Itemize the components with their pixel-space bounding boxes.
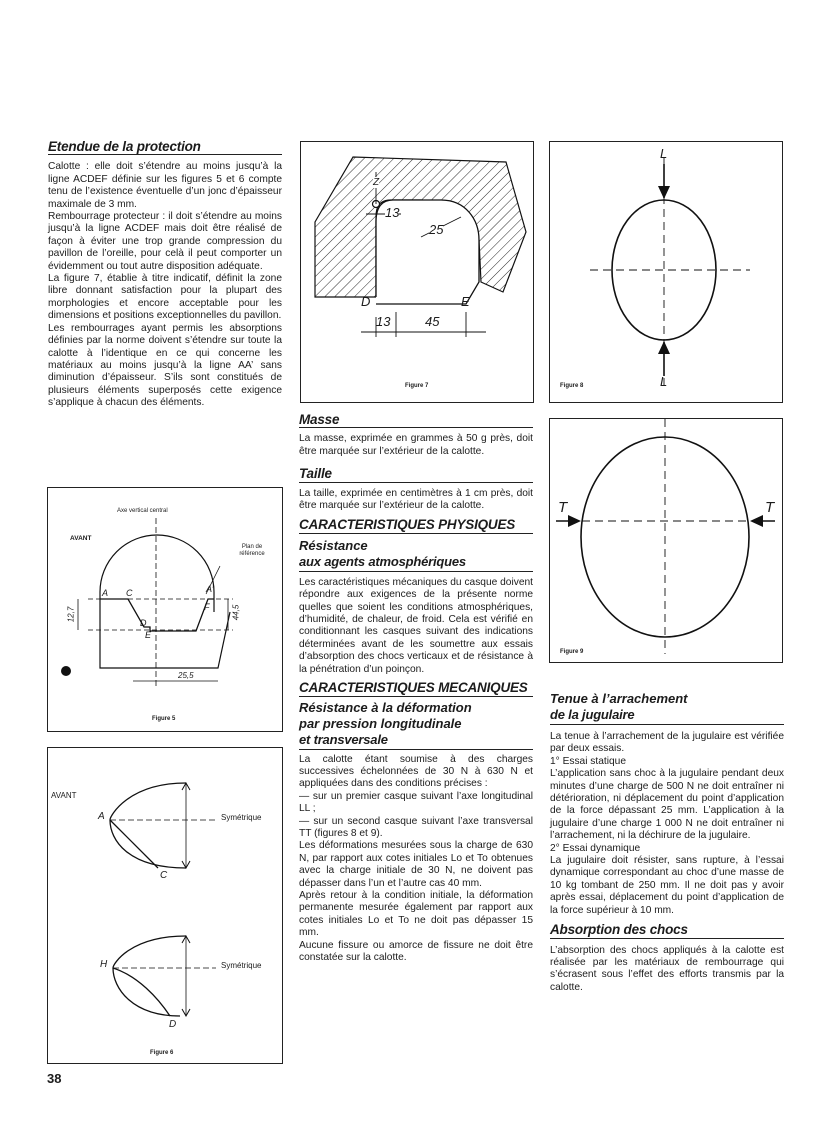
symmetric-label: Symétrique: [221, 813, 262, 822]
paragraph: La figure 7, établie à titre indicatif, définit la zone libre donnant satisfaction pour la plupart des morphologies et encore acceptable pour les dimensions et positions exceptionnelles du pavillon.: [48, 273, 282, 322]
dim-45: 45: [425, 314, 440, 329]
figure-6: [47, 747, 283, 1064]
point-d: D: [361, 294, 371, 309]
heading-line: aux agents atmosphériques: [299, 554, 533, 572]
paragraph: Rembourrage protecteur : il doit s’étendre au moins jusqu’à la ligne ACDEF mais doit être réalisé de façon à éviter une trop grande compression du pavillon de l’oreille, pour celà il peut comporter un évidemment ou tout autre disposition adéquate.: [48, 211, 282, 272]
load-label-right: T: [765, 499, 775, 516]
paragraph: Les caractéristiques mécaniques du casque doivent répondre aux exigences de la présente norme quelles que soient les conditions atmosphériques, d’humidité, de chaleur, de froid. Cela est vérifié en conditionnant les casques suivant des indications déterminées avant de les soumettre aux essais d’absorption des chocs verticaux et de résistance à la pénétration d’un poinçon.: [299, 576, 533, 675]
heading-line: Résistance à la déformation: [299, 699, 472, 715]
helmet-profile-top: [110, 783, 186, 868]
heading-deformation: [299, 700, 533, 732]
label-z: Z: [373, 177, 380, 188]
helmet-outline: [100, 535, 214, 612]
paragraph: 2° Essai dynamique: [550, 842, 641, 854]
heading-etendue: Etendue de la protection: [48, 141, 282, 155]
dim-44-5: 44,5: [231, 604, 241, 621]
point-d: D: [140, 618, 147, 628]
heading-absorption: Absorption des chocs: [550, 924, 784, 938]
heading-caracteristiques-mecaniques: CARACTERISTIQUES MECANIQUES: [299, 682, 533, 696]
heading-masse: Masse: [299, 414, 533, 428]
paragraph: L’application sans choc à la jugulaire pendant deux minutes d’une charge de 500 N ne doit entraîner ni détérioration, ni déplacement du point d’application de la force dépassant 25 mm. L’application à la jugulaire d’une charge 1 000 N ne doit entraîner ni l’arrachement, ni la déchirure de la jugulaire.: [550, 768, 784, 842]
heading-jugulaire: [550, 691, 784, 707]
dim-13: 13: [385, 205, 400, 220]
heading-taille: Taille: [299, 468, 533, 482]
point-h: H: [100, 959, 108, 970]
paragraph: L’absorption des chocs appliqués à la calotte est réalisée par les matériaux de rembourrage qui s’écrasent sous l’effet des efforts transmis par la calotte.: [550, 944, 784, 993]
heading-caracteristiques-physiques: CARACTERISTIQUES PHYSIQUES: [299, 519, 533, 533]
symmetric-label: Symétrique: [221, 961, 262, 970]
figure-9: [549, 418, 783, 663]
avant-label: AVANT: [51, 791, 77, 800]
avant-label: AVANT: [70, 535, 92, 542]
point-a-prime: A’: [206, 584, 214, 594]
dim-12-7: 12,7: [66, 606, 76, 623]
point-d: D: [169, 1019, 177, 1030]
point-e: E: [145, 630, 152, 640]
heading-line: de la jugulaire: [550, 707, 784, 725]
figure-caption: Figure 9: [560, 649, 584, 655]
point-a: A: [98, 811, 105, 822]
figure-8: [549, 141, 783, 403]
load-label-left: T: [558, 499, 568, 516]
paragraph: 1° Essai statique: [550, 755, 626, 767]
paragraph: Les rembourrages ayant permis les absorptions définies par la norme doivent s’étendre sur toute la calotte à l’identique en ce qui concerne les matériaux au moins jusqu’à la ligne AA’ sans diminution d’épaisseur. S’ils sont constitués de plusieurs éléments superposés cette exigence s’applique à chacun des éléments.: [48, 322, 282, 409]
column-1: [48, 141, 282, 410]
heading-line: Résistance: [299, 537, 368, 553]
paragraph: — sur un second casque suivant l’axe transversal TT (figures 8 et 9).: [299, 815, 533, 839]
figure-caption: Figure 6: [150, 1050, 174, 1056]
heading-line: Tenue à l’arrachement: [550, 691, 688, 706]
figure-caption: Figure 8: [560, 383, 584, 389]
load-label-bottom: L: [660, 374, 668, 389]
point-e: E: [461, 294, 470, 309]
helmet-profile-bottom: [113, 936, 186, 1016]
reference-dot: [61, 666, 71, 676]
figure-caption: Figure 5: [152, 716, 176, 722]
paragraph: — sur un premier casque suivant l’axe longitudinal LL ;: [299, 790, 533, 815]
paragraph: La tenue à l’arrachement de la jugulaire est vérifiée par deux essais.: [550, 731, 784, 755]
figure-7: [300, 141, 534, 403]
paragraph: La masse, exprimée en grammes à 50 g près, doit être marquée sur l’extérieur de la calotte.: [299, 433, 533, 457]
point-c: C: [160, 870, 168, 881]
dim-25-5: 25,5: [178, 671, 194, 680]
heading-line: par pression longitudinale: [299, 715, 462, 731]
dim-13: 13: [376, 314, 391, 329]
paragraph: La jugulaire doit résister, sans rupture, à l’essai dynamique correspondant au choc d’une masse de 10 kg tombant de 250 mm. Il ne doit pas y avoir après essai, déplacement du point d’application de la force supérieur à 10 mm.: [550, 855, 784, 916]
page-number: 38: [47, 1071, 62, 1086]
heading-resistance: [299, 538, 533, 554]
paragraph: Les déformations mesurées sous la charge de 630 N, par rapport aux cotes initiales Lo et To obtenues avec la charge initiale de 30 N, ne doivent pas dépasser dans l’un et l’autre cas 40 mm.: [299, 840, 533, 889]
axis-label: Axe vertical central: [117, 508, 168, 514]
heading-line: et transversale: [299, 732, 533, 750]
figure-caption: Figure 7: [405, 383, 429, 389]
figure-5: [47, 487, 283, 732]
paragraph: Après retour à la condition initiale, la déformation permanente mesurée également par rapport aux cotes initiales Lo et To ne doit pas dépasser 15 mm.: [299, 889, 533, 939]
paragraph: La taille, exprimée en centimètres à 1 cm près, doit être marquée sur l’extérieur de la calotte.: [299, 487, 533, 512]
column-2: [299, 414, 533, 964]
paragraph: Aucune fissure ou amorce de fissure ne doit être constatée sur la calotte.: [299, 939, 533, 963]
plan-label: Plan de référence: [239, 544, 265, 557]
point-a: A: [102, 588, 109, 598]
load-label-top: L: [660, 146, 668, 161]
paragraph: La calotte étant soumise à des charges successives échelonnées de 30 N à 630 N et appliquées dans des conditions précises :: [299, 753, 533, 790]
dim-25: 25: [429, 222, 444, 237]
paragraph: Calotte : elle doit s’étendre au moins jusqu’à la ligne ACDEF définie sur les figures 5 et 6 compte tenu de l’existence éventuelle d’un jonc d’épaisseur maximale de 3 mm.: [48, 161, 282, 210]
point-f: F: [204, 602, 210, 612]
point-c: C: [126, 588, 133, 598]
column-3: [550, 691, 784, 994]
